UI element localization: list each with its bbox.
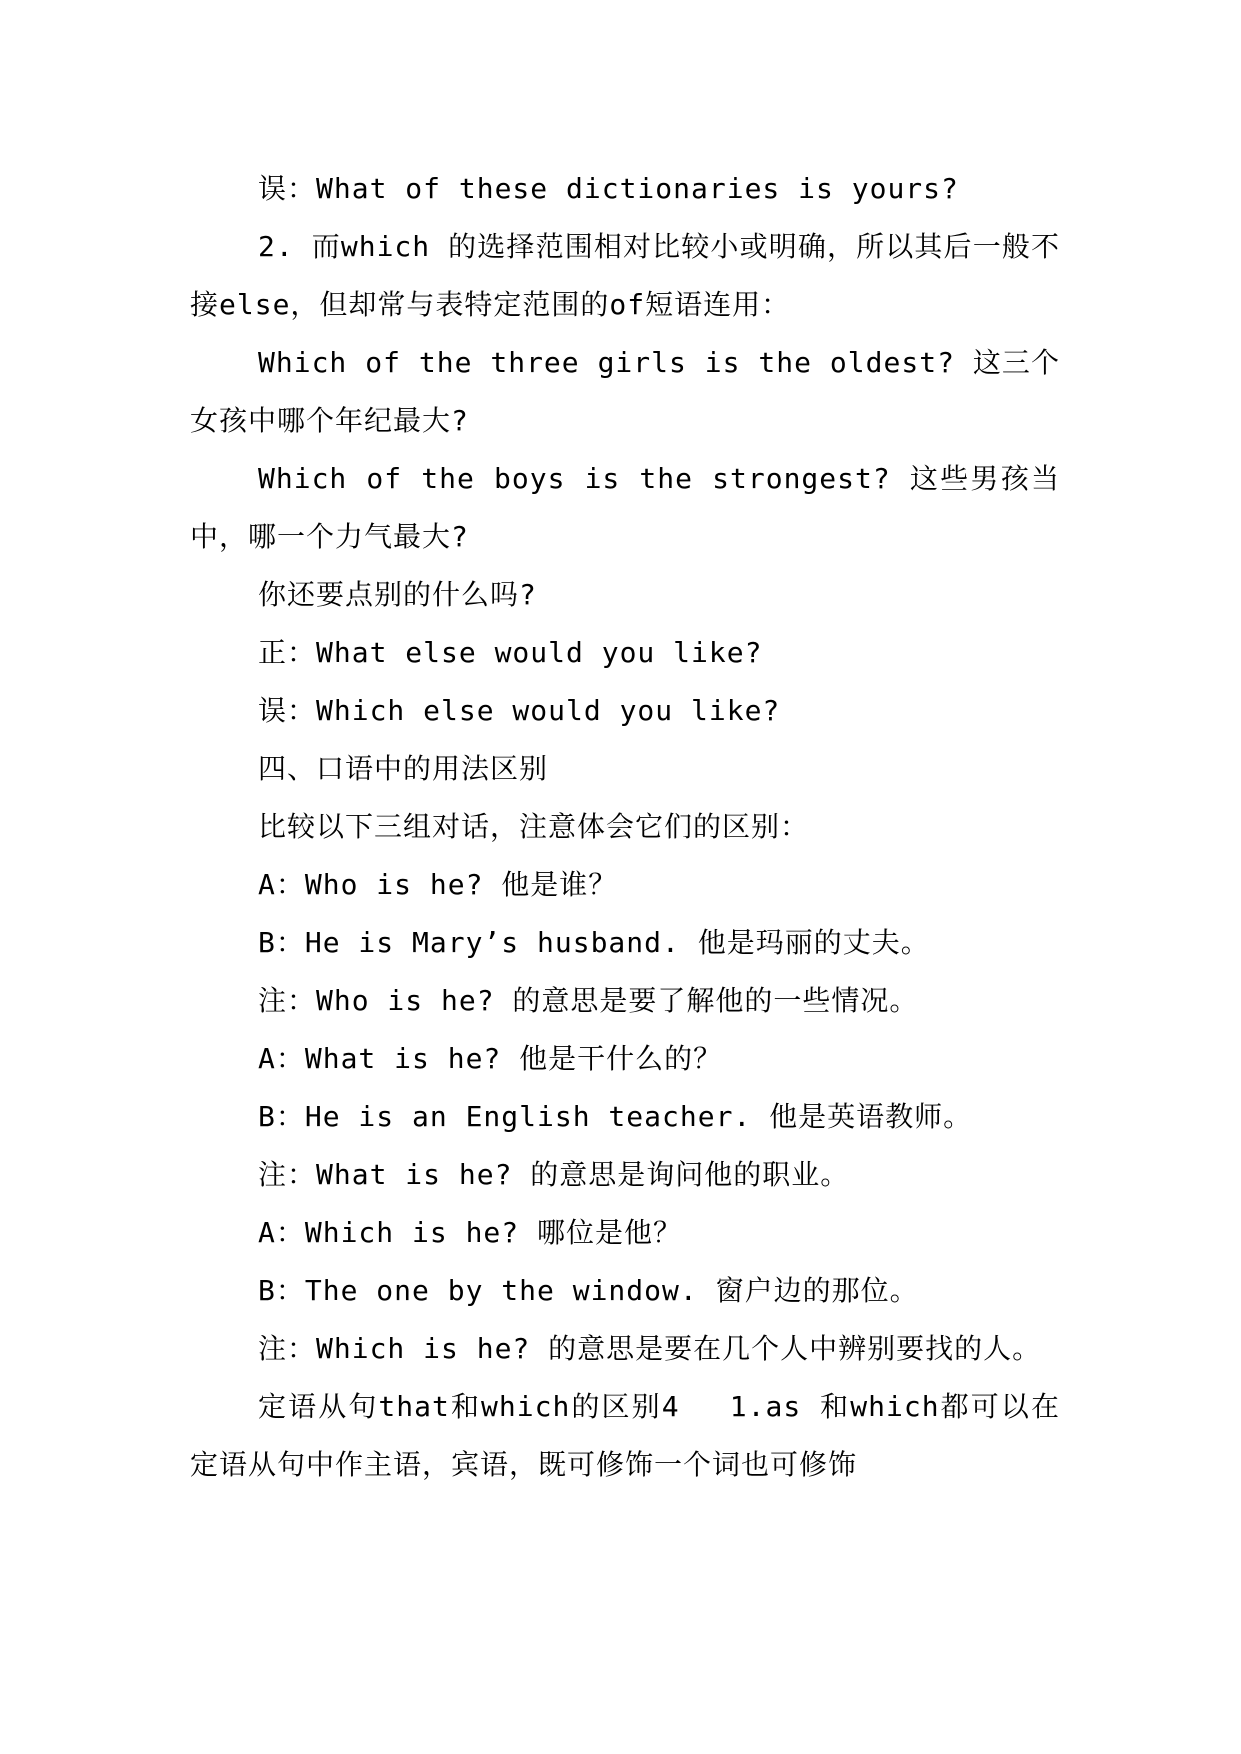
paragraph-correct-example: 正：What else would you like?: [258, 636, 763, 669]
paragraph-relative-clause: 定语从句that和which的区别4 1.as 和which都可以在定语从句中作主语，宾语，既可修饰一个词也可修饰: [190, 1390, 1060, 1481]
dialogue-line-who-answer: B：He is Mary’s husband. 他是玛丽的丈夫。: [258, 926, 930, 959]
note-who: 注：Who is he? 的意思是要了解他的一些情况。: [258, 984, 919, 1017]
dialogue-line-what-answer: B：He is an English teacher. 他是英语教师。: [258, 1100, 973, 1133]
paragraph-wrong-example-what: 误：What of these dictionaries is yours?: [258, 172, 959, 205]
document-body: [190, 160, 1060, 1494]
paragraph-example-boys: Which of the boys is the strongest? 这些男孩当中，哪一个力气最大?: [190, 462, 1060, 553]
note-what: 注：What is he? 的意思是询问他的职业。: [258, 1158, 850, 1191]
dialogue-line-which-answer: B：The one by the window. 窗户边的那位。: [258, 1274, 919, 1307]
dialogue-line-which-question: A：Which is he? 哪位是他？: [258, 1216, 683, 1249]
note-which: 注：Which is he? 的意思是要在几个人中辨别要找的人。: [258, 1332, 1042, 1365]
paragraph-wrong-example-which: 误：Which else would you like?: [258, 694, 781, 727]
paragraph-question-else: 你还要点别的什么吗?: [258, 578, 537, 611]
paragraph-point-2-which: 2. 而which 的选择范围相对比较小或明确，所以其后一般不接else，但却常与表特定范围的of短语连用：: [190, 230, 1060, 321]
paragraph-example-three-girls: Which of the three girls is the oldest? 这三个女孩中哪个年纪最大?: [190, 346, 1060, 437]
dialogue-line-what-question: A：What is he? 他是干什么的？: [258, 1042, 723, 1075]
dialogue-line-who-question: A：Who is he? 他是谁？: [258, 868, 618, 901]
section-heading-spoken-usage: 四、口语中的用法区别: [258, 752, 549, 785]
paragraph-compare-dialogues: 比较以下三组对话，注意体会它们的区别：: [258, 810, 810, 843]
